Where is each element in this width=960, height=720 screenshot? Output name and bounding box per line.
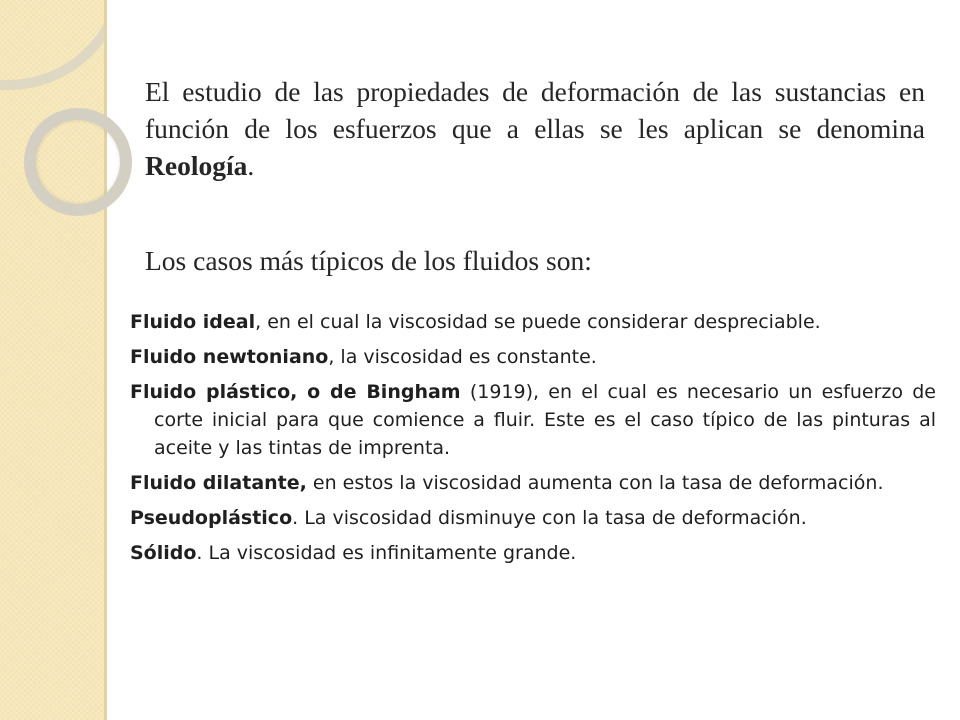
fluid-term: Sólido (130, 542, 197, 564)
fluid-desc: , en el cual la viscosidad se puede considerar despreciable. (255, 311, 821, 333)
intro-paragraph (145, 73, 925, 184)
decorative-ring-large (0, 0, 104, 90)
fluid-item-newtonian (130, 343, 936, 371)
fluid-desc: , la viscosidad es constante. (328, 346, 597, 368)
fluid-desc: . La viscosidad disminuye con la tasa de deformación. (292, 507, 807, 529)
decorative-ring-small (24, 108, 132, 216)
fluid-item-plastic (130, 378, 936, 462)
fluid-term: Fluido dilatante, (130, 472, 307, 494)
fluid-list (130, 308, 936, 574)
fluid-term: Fluido plástico, o de Bingham (130, 381, 461, 403)
fluid-term: Fluido ideal (130, 311, 256, 333)
fluid-term: Fluido newtoniano (130, 346, 329, 368)
fluid-item-pseudoplastic (130, 504, 936, 532)
fluid-item-dilatant (130, 469, 936, 497)
sidebar-border (104, 0, 107, 720)
fluid-desc: en estos la viscosidad aumenta con la tasa de deformación. (306, 472, 884, 494)
fluids-subtitle: Los casos más típicos de los fluidos son: (145, 245, 592, 276)
fluid-term: Pseudoplástico (130, 507, 293, 529)
fluid-desc: (1919), en el cual es necesario un esfuerzo de corte inicial para que comience a fluir. Este es el caso típico de las pinturas al aceite y las tintas de imprenta. (154, 381, 936, 459)
decorative-sidebar (0, 0, 104, 720)
intro-period: . (247, 150, 255, 181)
intro-term: Reología (145, 150, 248, 181)
fluid-item-solid (130, 539, 936, 567)
fluid-item-ideal (130, 308, 936, 336)
fluid-desc: . La viscosidad es infinitamente grande. (196, 542, 577, 564)
intro-text: El estudio de las propiedades de deformación de las sustancias en función de los esfuerzos que a ellas se les aplican se denomina (145, 76, 925, 144)
